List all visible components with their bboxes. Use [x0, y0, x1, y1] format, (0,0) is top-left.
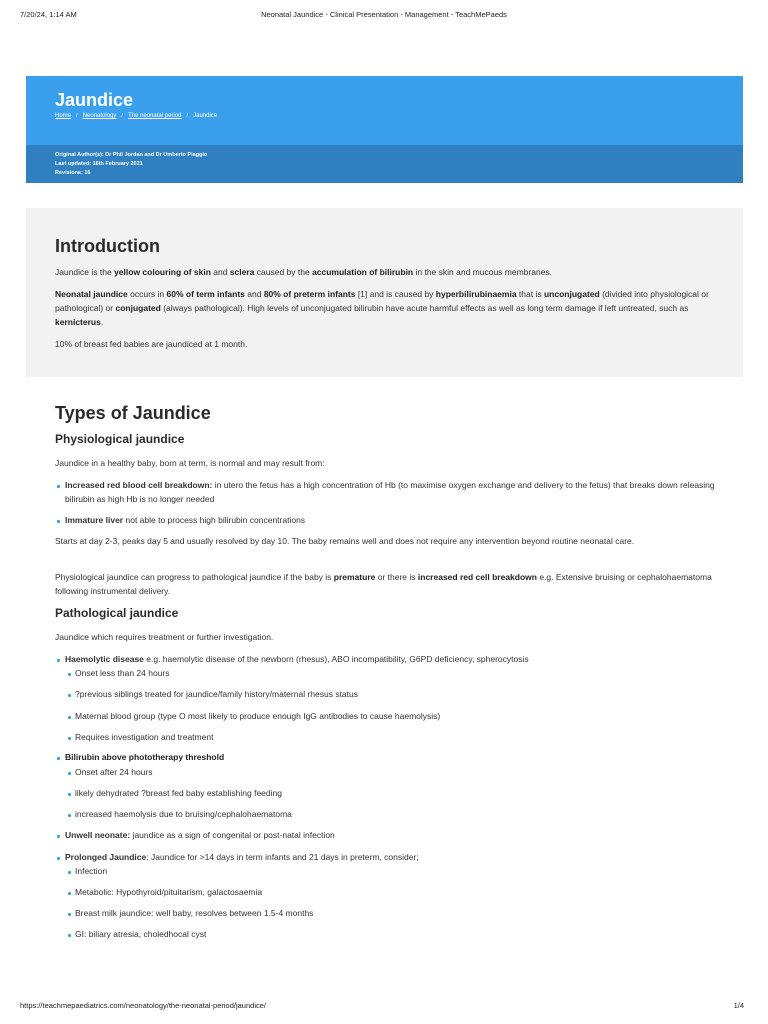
sub-item-siblings: ?previous siblings treated for jaundice/family history/maternal rhesus status	[75, 689, 358, 699]
list-item-phototherapy: Bilirubin above phototherapy threshold	[65, 752, 225, 762]
breadcrumb	[55, 113, 217, 119]
physiological-heading: Physiological jaundice	[55, 432, 185, 446]
print-header	[0, 10, 768, 24]
physiological-progression: Physiological jaundice can progress to pathological jaundice if the baby is premature or there is increased red cell breakdown e.g. Extensive bruising or cephalohaematoma following instrumental delivery.	[55, 572, 712, 596]
types-heading: Types of Jaundice	[55, 403, 211, 423]
article-revisions: Revisions: 16	[55, 170, 91, 176]
bullet-marker	[57, 757, 60, 760]
bullet-marker	[57, 520, 60, 523]
sub-item-breast-milk: Breast milk jaundice: well baby, resolves between 1.5-4 months	[75, 908, 314, 918]
page-banner	[26, 76, 743, 183]
breadcrumb-separator: /	[186, 113, 189, 119]
bullet-marker	[68, 694, 71, 697]
bullet-marker	[57, 857, 60, 860]
list-item-haemolytic: Haemolytic disease e.g. haemolytic disease of the newborn (rhesus), ABO incompatibility, G6PD deficiency, spherocytosis	[65, 654, 529, 664]
bullet-marker	[57, 835, 60, 838]
list-item-immature-liver: Immature liver not able to process high bilirubin concentrations	[65, 515, 306, 525]
print-title: Neonatal Jaundice - Clinical Presentation - Management - TeachMePaeds	[261, 10, 507, 19]
breadcrumb-neonatal-period[interactable]: The neonatal period	[128, 113, 182, 119]
breadcrumb-separator: /	[121, 113, 124, 119]
breadcrumb-neonatology[interactable]: Neonatology	[82, 113, 117, 119]
banner-top	[26, 76, 743, 145]
article-last-updated: Last updated: 16th February 2021	[55, 161, 143, 167]
bullet-marker	[68, 793, 71, 796]
sub-item-blood-group: Maternal blood group (type O most likely to produce enough IgG antibodies to cause haemolysis)	[75, 711, 441, 721]
sub-item-onset-after-24h: Onset after 24 hours	[75, 767, 153, 777]
physiological-course: Starts at day 2-3, peaks day 5 and usually resolved by day 10. The baby remains well and does not require any intervention beyond routine neonatal care.	[55, 536, 635, 546]
introduction-section	[26, 208, 743, 377]
physiological-lead: Jaundice in a healthy baby, born at term, is normal and may result from:	[55, 458, 325, 468]
print-url: https://teachmepaediatrics.com/neonatology/the-neonatal-period/jaundice/	[20, 1001, 266, 1010]
sub-item-onset-24h: Onset less than 24 hours	[75, 668, 170, 678]
intro-paragraph-2: Neonatal jaundice occurs in 60% of term infants and 80% of preterm infants [1] and is caused by hyperbilirubinaemia that is unconjugated (divided into physiological or pathological) or conjugated (always pathological). High levels of unconjugated bilirubin have acute harmful effects as well as long term damage if left untreated, such as kernicterus.	[55, 289, 709, 327]
sub-item-investigation: Requires investigation and treatment	[75, 732, 214, 742]
list-item-rbc-breakdown: Increased red blood cell breakdown: in utero the fetus has a high concentration of Hb (to maximise oxygen exchange and delivery to the fetus) that breaks down releasing bilirubin as high Hb is no longer needed	[65, 480, 715, 504]
list-item-prolonged: Prolonged Jaundice: Jaundice for >14 days in term infants and 21 days in preterm, consider;	[65, 852, 419, 862]
bullet-marker	[57, 659, 60, 662]
bullet-marker	[68, 814, 71, 817]
breadcrumb-current: Jaundice	[193, 113, 218, 119]
pathological-heading: Pathological jaundice	[55, 606, 179, 620]
breadcrumb-separator: /	[76, 113, 78, 119]
sub-item-gi: GI: biliary atresia, choledhocal cyst	[75, 929, 207, 939]
bullet-marker	[68, 913, 71, 916]
bullet-marker	[68, 892, 71, 895]
print-date: 7/20/24, 1:14 AM	[20, 10, 77, 19]
list-item-unwell-neonate: Unwell neonate: jaundice as a sign of congenital or post-natal infection	[65, 830, 335, 840]
bullet-marker	[68, 934, 71, 937]
article-authors: Original Author(s): Dr Phil Jordan and Dr Umberto Piaggio	[55, 152, 208, 158]
bullet-marker	[68, 737, 71, 740]
print-footer	[0, 1001, 768, 1015]
introduction-heading: Introduction	[55, 236, 160, 256]
sub-item-dehydrated: likely dehydrated ?breast fed baby establishing feeding	[75, 788, 282, 798]
sub-item-bruising: increased haemolysis due to bruising/cephalohaematoma	[75, 809, 292, 819]
page-title: Jaundice	[55, 90, 134, 110]
bullet-marker	[68, 716, 71, 719]
bullet-marker	[68, 673, 71, 676]
intro-paragraph-3: 10% of breast fed babies are jaundiced at 1 month.	[55, 339, 248, 349]
bullet-marker	[68, 772, 71, 775]
sub-item-metabolic: Metabolic: Hypothyroid/pituitarism, galactosaemia	[75, 887, 263, 897]
bullet-marker	[68, 871, 71, 874]
print-page-number: 1/4	[733, 1001, 744, 1010]
intro-paragraph-1: Jaundice is the yellow colouring of skin and sclera caused by the accumulation of bilirubin in the skin and mucous membranes.	[55, 267, 553, 277]
bullet-marker	[57, 485, 60, 488]
pathological-lead: Jaundice which requires treatment or further investigation.	[55, 632, 274, 642]
breadcrumb-home[interactable]: Home	[55, 113, 72, 119]
article-meta	[26, 145, 743, 183]
sub-item-infection: Infection	[75, 866, 108, 876]
